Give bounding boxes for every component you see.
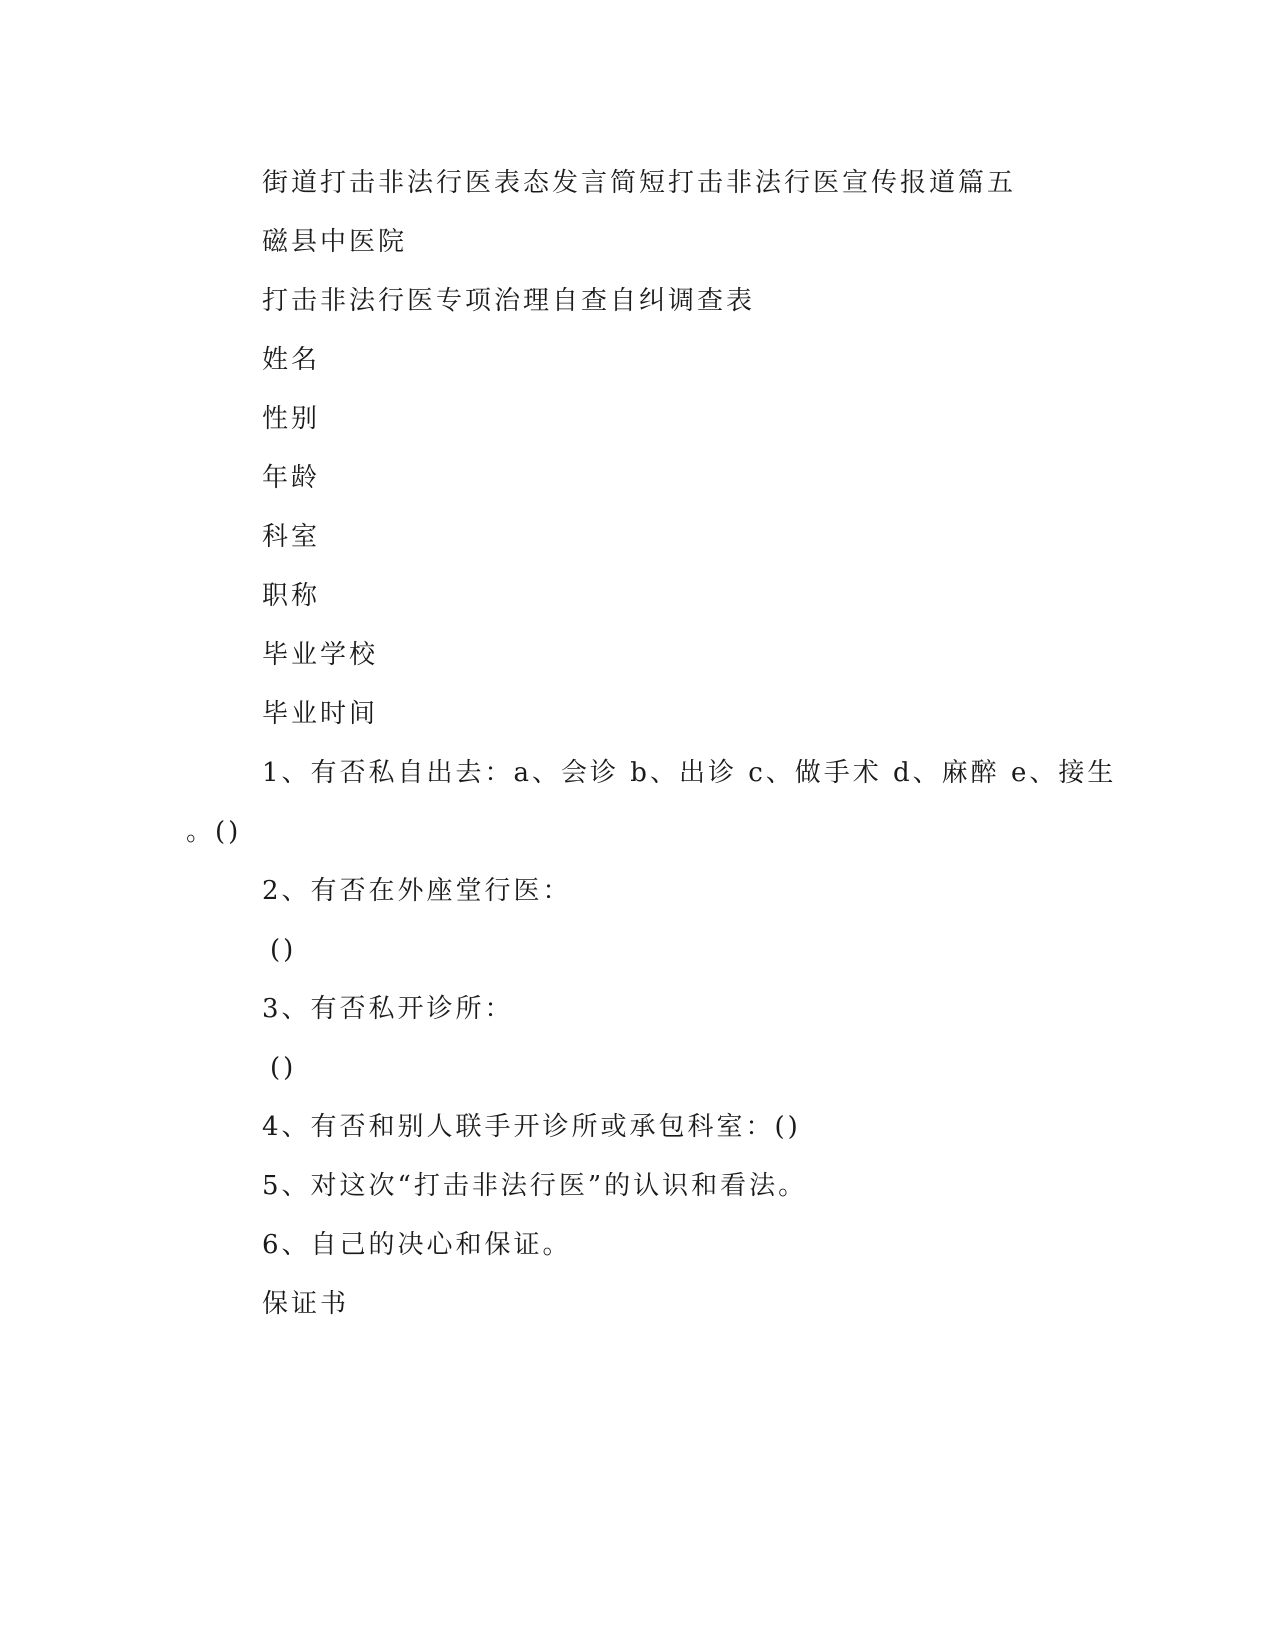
form-title: 打击非法行医专项治理自查自纠调查表 (262, 286, 756, 316)
document-title: 街道打击非法行医表态发言简短打击非法行医宣传报道篇五 (262, 168, 1017, 198)
field-graduation-time: 毕业时间 (262, 699, 379, 729)
field-age: 年龄 (262, 463, 321, 493)
question-1-continuation: 。() (186, 817, 242, 847)
question-3: 3、有否私开诊所： (262, 994, 514, 1024)
field-name: 姓名 (262, 345, 321, 375)
field-department: 科室 (262, 522, 321, 552)
question-3-answer: () (270, 1053, 297, 1083)
pledge-heading: 保证书 (262, 1289, 350, 1319)
question-1: 1、有否私自出去：a、会诊 b、出诊 c、做手术 d、麻醉 e、接生 (262, 758, 1117, 788)
field-school: 毕业学校 (262, 640, 379, 670)
question-4: 4、有否和别人联手开诊所或承包科室：() (262, 1112, 801, 1142)
question-5: 5、对这次“打击非法行医”的认识和看法。 (262, 1171, 808, 1201)
field-title: 职称 (262, 581, 321, 611)
question-6: 6、自己的决心和保证。 (262, 1230, 572, 1260)
field-gender: 性别 (262, 404, 321, 434)
question-2-answer: () (270, 935, 297, 965)
question-2: 2、有否在外座堂行医： (262, 876, 572, 906)
hospital-name: 磁县中医院 (262, 227, 408, 257)
